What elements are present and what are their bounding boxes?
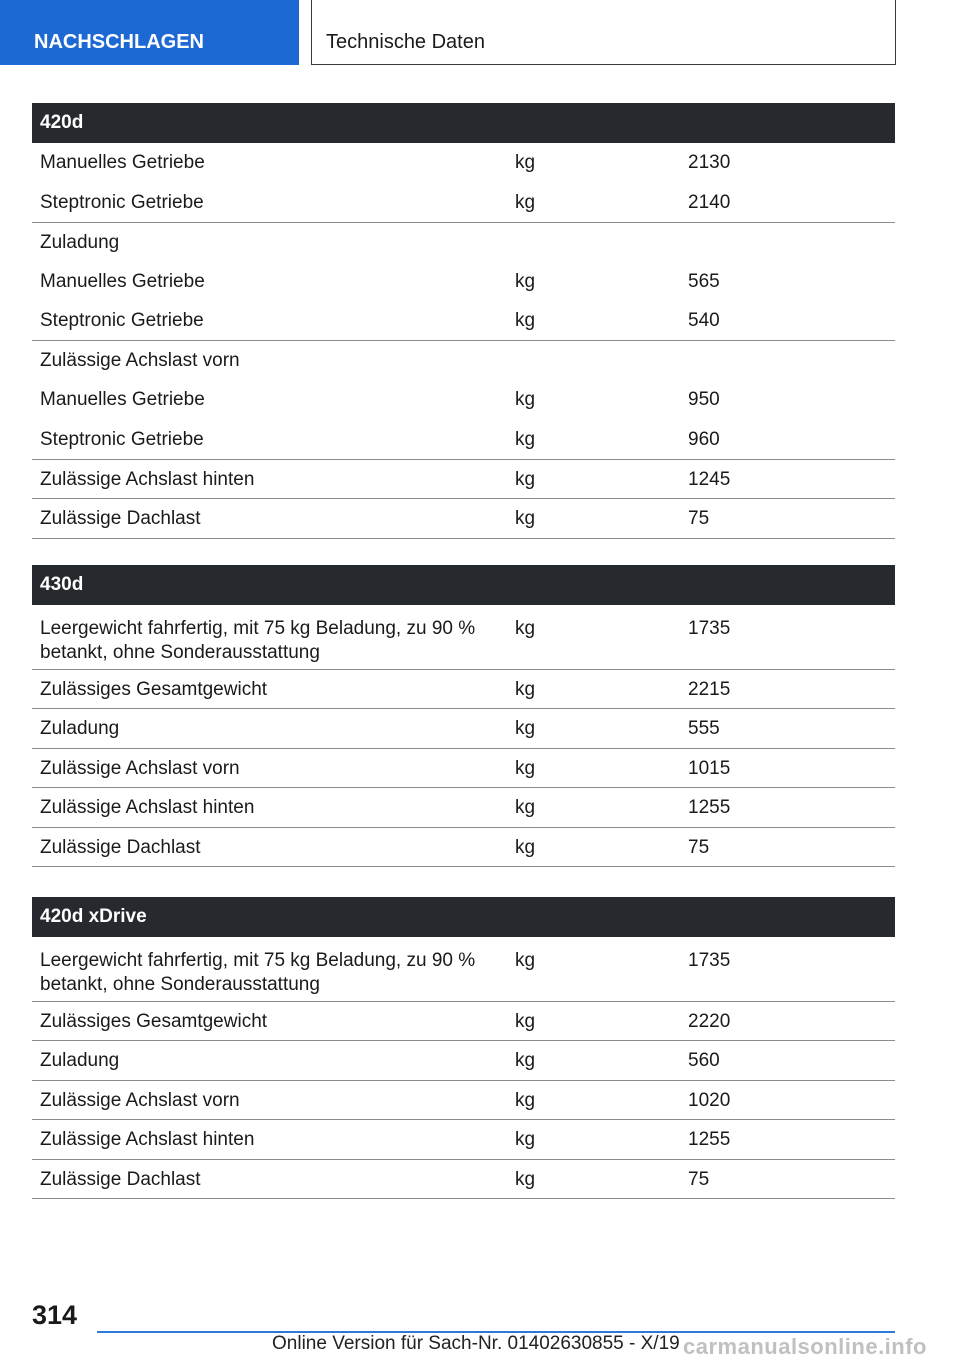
row-value: 75	[680, 499, 895, 539]
row-unit: kg	[507, 1120, 680, 1160]
table-row	[32, 748, 895, 788]
row-label: Steptronic Getriebe	[40, 428, 204, 450]
table-row	[32, 183, 895, 223]
row-unit	[507, 341, 680, 381]
row-value: 75	[680, 1159, 895, 1199]
row-unit: kg	[507, 669, 680, 709]
table-row	[32, 1120, 895, 1160]
row-label: Zulässige Achslast hinten	[32, 788, 507, 828]
row-unit: kg	[507, 788, 680, 828]
row-value: 1020	[680, 1080, 895, 1120]
row-unit: kg	[515, 618, 536, 639]
row-unit: kg	[515, 270, 536, 292]
row-unit: kg	[507, 827, 680, 867]
row-unit: kg	[515, 428, 536, 450]
row-label: Zulässiges Gesamtgewicht	[32, 669, 507, 709]
row-label: Zulässige Dachlast	[32, 827, 507, 867]
row-value: 1255	[680, 788, 895, 828]
row-unit: kg	[507, 748, 680, 788]
row-value: 560	[680, 1041, 895, 1081]
row-value: 75	[680, 827, 895, 867]
row-unit: kg	[507, 1001, 680, 1041]
row-unit: kg	[507, 1159, 680, 1199]
table-row	[32, 499, 895, 539]
row-unit: kg	[507, 499, 680, 539]
row-label: Steptronic Getriebe	[40, 310, 204, 331]
row-unit: kg	[507, 459, 680, 499]
row-value: 1015	[680, 748, 895, 788]
row-value: 1245	[680, 459, 895, 499]
row-value: 1735	[688, 618, 731, 639]
table-row	[32, 937, 895, 1001]
table-row	[32, 605, 895, 669]
row-value: 1255	[680, 1120, 895, 1160]
spec-table-420d-xdrive	[32, 897, 895, 1199]
row-label: Steptronic Getriebe	[40, 191, 204, 213]
row-label: Zulässige Achslast vorn	[32, 1080, 507, 1120]
row-label: Zulässige Achslast hinten	[32, 1120, 507, 1160]
row-value: 2220	[680, 1001, 895, 1041]
row-label: Manuelles Getriebe	[40, 270, 205, 292]
table-row	[32, 1041, 895, 1081]
row-label: Manuelles Getriebe	[40, 152, 205, 173]
table-row	[32, 1001, 895, 1041]
row-value: 2140	[688, 191, 731, 213]
table-row	[32, 788, 895, 828]
table-row	[32, 459, 895, 499]
table-row	[32, 709, 895, 749]
row-unit: kg	[515, 310, 536, 331]
row-unit: kg	[507, 1041, 680, 1081]
table-title: 430d	[32, 565, 895, 605]
spec-table-430d	[32, 565, 895, 867]
row-unit: kg	[507, 709, 680, 749]
table-row	[32, 262, 895, 302]
table-row	[32, 222, 895, 262]
row-label: Zuladung	[32, 709, 507, 749]
row-unit: kg	[507, 1080, 680, 1120]
row-value: 2215	[680, 669, 895, 709]
row-label: Zuladung	[32, 222, 507, 262]
table-row	[32, 420, 895, 460]
table-row	[32, 669, 895, 709]
row-value: 960	[688, 428, 720, 450]
row-label: Zulässige Achslast vorn	[32, 341, 507, 381]
row-label: Zulässige Dachlast	[32, 499, 507, 539]
row-label: Zulässige Dachlast	[32, 1159, 507, 1199]
page-title: Technische Daten	[311, 0, 896, 65]
row-label: Zulässiges Gesamtgewicht	[32, 1001, 507, 1041]
row-unit: kg	[515, 950, 536, 971]
row-unit: kg	[515, 191, 536, 213]
row-unit: kg	[515, 389, 536, 410]
watermark: carmanualsonline.info	[683, 1334, 927, 1359]
row-value	[680, 341, 895, 381]
table-row	[32, 301, 895, 341]
table-row	[32, 1080, 895, 1120]
page-number: 314	[32, 1300, 78, 1330]
spec-table-420d	[32, 103, 895, 539]
row-value: 950	[688, 389, 720, 410]
row-value: 540	[688, 310, 720, 331]
row-value: 1735	[688, 950, 731, 971]
row-value: 2130	[688, 152, 731, 173]
row-label: Zulässige Achslast hinten	[32, 459, 507, 499]
table-title: 420d xDrive	[32, 897, 895, 937]
row-value: 555	[680, 709, 895, 749]
row-label: Leergewicht fahrfertig, mit 75 kg Beladung, zu 90 % betankt, ohne Sonderausstattung	[40, 950, 476, 995]
row-label: Zulässige Achslast vorn	[32, 748, 507, 788]
row-label: Zuladung	[32, 1041, 507, 1081]
table-row	[32, 827, 895, 867]
table-row	[32, 1159, 895, 1199]
row-value: 565	[688, 270, 720, 292]
row-unit	[507, 222, 680, 262]
table-row	[32, 341, 895, 381]
table-title: 420d	[32, 103, 895, 143]
section-tab: NACHSCHLAGEN	[0, 0, 299, 65]
row-unit: kg	[515, 152, 536, 173]
footer-text: Online Version für Sach-Nr. 01402630855 - X/19	[272, 1333, 680, 1354]
table-row	[32, 143, 895, 183]
table-row	[32, 380, 895, 420]
row-label: Manuelles Getriebe	[40, 389, 205, 410]
row-label: Leergewicht fahrfertig, mit 75 kg Beladung, zu 90 % betankt, ohne Sonderausstattung	[40, 618, 476, 663]
row-value	[680, 222, 895, 262]
